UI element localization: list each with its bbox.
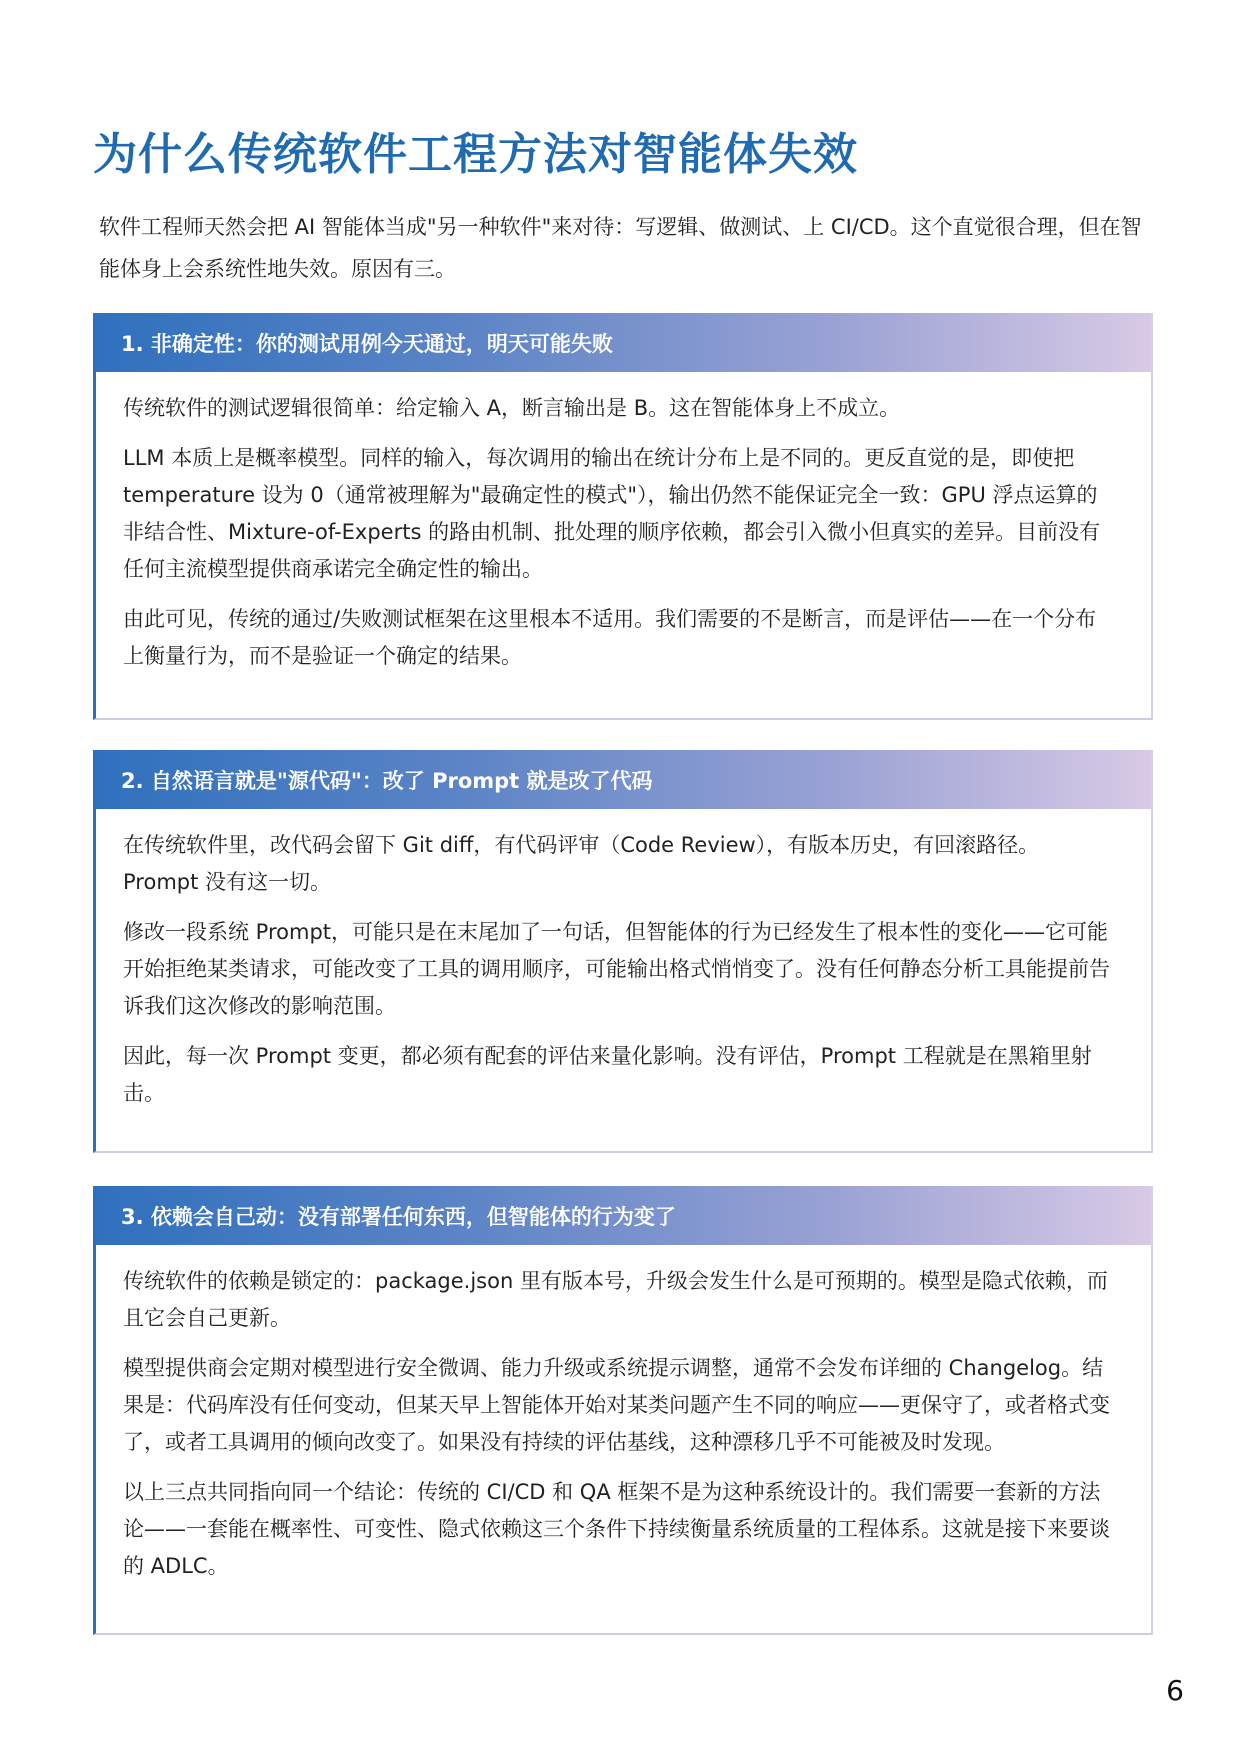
section-paragraph: 在传统软件里，改代码会留下 Git diff，有代码评审（Code Review），有版本历史，有回滚路径。Prompt 没有这一切。 (123, 833, 1040, 894)
section-natural-language-source (93, 750, 1153, 1153)
section-paragraph: LLM 本质上是概率模型。同样的输入，每次调用的输出在统计分布上是不同的。更反直觉的是，即使把 temperature 设为 0（通常被理解为"最确定性的模式"），输出仍然不能保证完全一致：GPU 浮点运算的非结合性、Mixture-of-Experts 的路由机制、批处理的顺序依赖，都会引入微小但真实的差异。目前没有任何主流模型提供商承诺完全确定性的输出。 (123, 446, 1101, 581)
section-paragraph: 传统软件的测试逻辑很简单：给定输入 A，断言输出是 B。这在智能体身上不成立。 (123, 396, 901, 420)
section-paragraph: 修改一段系统 Prompt，可能只是在末尾加了一句话，但智能体的行为已经发生了根本性的变化——它可能开始拒绝某类请求，可能改变了工具的调用顺序，可能输出格式悄悄变了。没有任何静态分析工具能提前告诉我们这次修改的影响范围。 (123, 920, 1110, 1018)
section-body (96, 809, 1151, 1143)
section-non-determinism (93, 313, 1153, 720)
section-heading: 2. 自然语言就是"源代码"：改了 Prompt 就是改了代码 (93, 750, 1151, 809)
section-heading: 3. 依赖会自己动：没有部署任何东西，但智能体的行为变了 (93, 1186, 1151, 1245)
page-number: 6 (1166, 1674, 1184, 1707)
intro-paragraph: 软件工程师天然会把 AI 智能体当成"另一种软件"来对待：写逻辑、做测试、上 CI/CD。这个直觉很合理，但在智能体身上会系统性地失效。原因有三。 (99, 215, 1142, 281)
section-heading: 1. 非确定性：你的测试用例今天通过，明天可能失败 (93, 313, 1151, 372)
section-body (96, 1245, 1151, 1616)
section-paragraph: 模型提供商会定期对模型进行安全微调、能力升级或系统提示调整，通常不会发布详细的 Changelog。结果是：代码库没有任何变动，但某天早上智能体开始对某类问题产生不同的响应——更保守了，或者格式变了，或者工具调用的倾向改变了。如果没有持续的评估基线，这种漂移几乎不可能被及时发现。 (123, 1356, 1110, 1454)
section-paragraph: 由此可见，传统的通过/失败测试框架在这里根本不适用。我们需要的不是断言，而是评估——在一个分布上衡量行为，而不是验证一个确定的结果。 (123, 607, 1097, 668)
section-paragraph: 以上三点共同指向同一个结论：传统的 CI/CD 和 QA 框架不是为这种系统设计的。我们需要一套新的方法论——一套能在概率性、可变性、隐式依赖这三个条件下持续衡量系统质量的工程体系。这就是接下来要谈的 ADLC。 (123, 1480, 1110, 1578)
page-title: 为什么传统软件工程方法对智能体失效 (93, 129, 858, 180)
section-body (96, 372, 1151, 706)
section-paragraph: 因此，每一次 Prompt 变更，都必须有配套的评估来量化影响。没有评估，Prompt 工程就是在黑箱里射击。 (123, 1044, 1092, 1105)
section-dependency-drift (93, 1186, 1153, 1635)
section-paragraph: 传统软件的依赖是锁定的：package.json 里有版本号，升级会发生什么是可预期的。模型是隐式依赖，而且它会自己更新。 (123, 1269, 1108, 1330)
